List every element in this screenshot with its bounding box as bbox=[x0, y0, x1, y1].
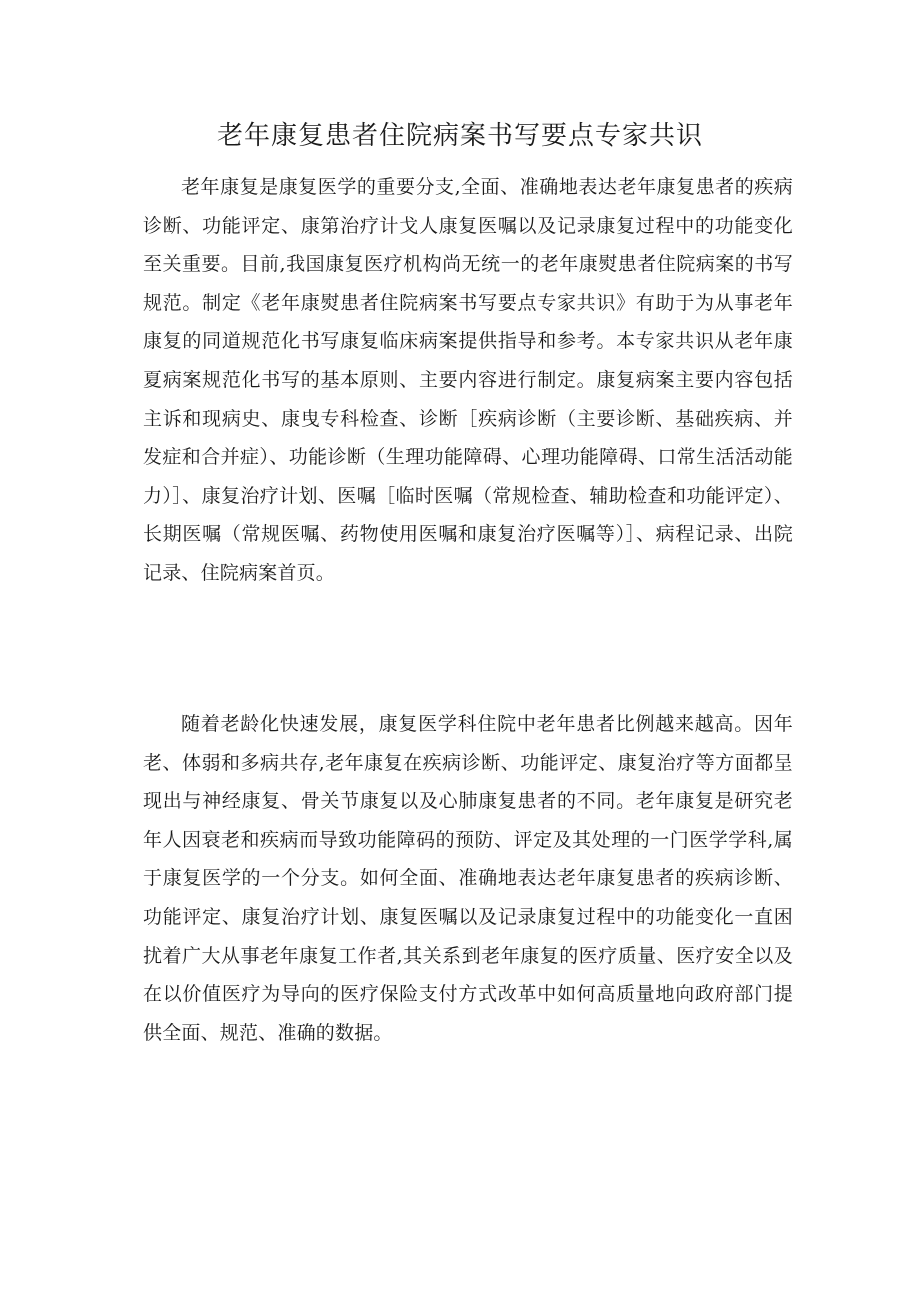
paragraph-intro: 老年康复是康复医学的重要分支,全面、准确地表达老年康复患者的疾病诊断、功能评定、康第治疗计戈人康复医嘱以及记录康复过程中的功能变化至关重要。目前,我国康复医疗机构尚无统一的老年康熨患者住院病案的书写规范。制定《老年康熨患者住院病案书写要点专家共识》有助于为从事老年康复的同道规范化书写康复临床病案提供指导和参考。本专家共识从老年康夏病案规范化书写的基本原则、主要内容进行制定。康复病案主要内容包括主诉和现病史、康曳专科检查、诊断［疾病诊断（主要诊断、基础疾病、并发症和合并症）、功能诊断（生理功能障碍、心理功能障碍、口常生活活动能力）］、康复治疗计划、医嘱［临时医嘱（常规检查、辅助检查和功能评定）、长期医嘱（常规医嘱、药物使用医嘱和康复治疗医嘱等）］、病程记录、出院记录、住院病案首页。 bbox=[143, 176, 793, 584]
paragraph-background: 随着老龄化快速发展，康复医学科住院中老年患者比例越来越高。因年老、体弱和多病共存,老年康复在疾病诊断、功能评定、康复治疗等方面都呈现出与神经康复、骨关节康复以及心肺康复患者的不同。老年康复是研究老年人因衰老和疾病而导致功能障码的预防、评定及其处理的一门医学学科,属于康复医学的一个分支。如何全面、准确地表达老年康复患者的疾病诊断、功能评定、康复治疗计划、康复医嘱以及记录康复过程中的功能变化一直困扰着广大从事老年康复工作者,其关系到老年康复的医疗质量、医疗安全以及在以价值医疗为导向的医疗保险支付方式改革中如何高质量地向政府部门提供全面、规范、准确的数据。 bbox=[143, 713, 793, 1044]
document-title: 老年康复患者住院病案书写要点专家共识 bbox=[216, 121, 703, 151]
